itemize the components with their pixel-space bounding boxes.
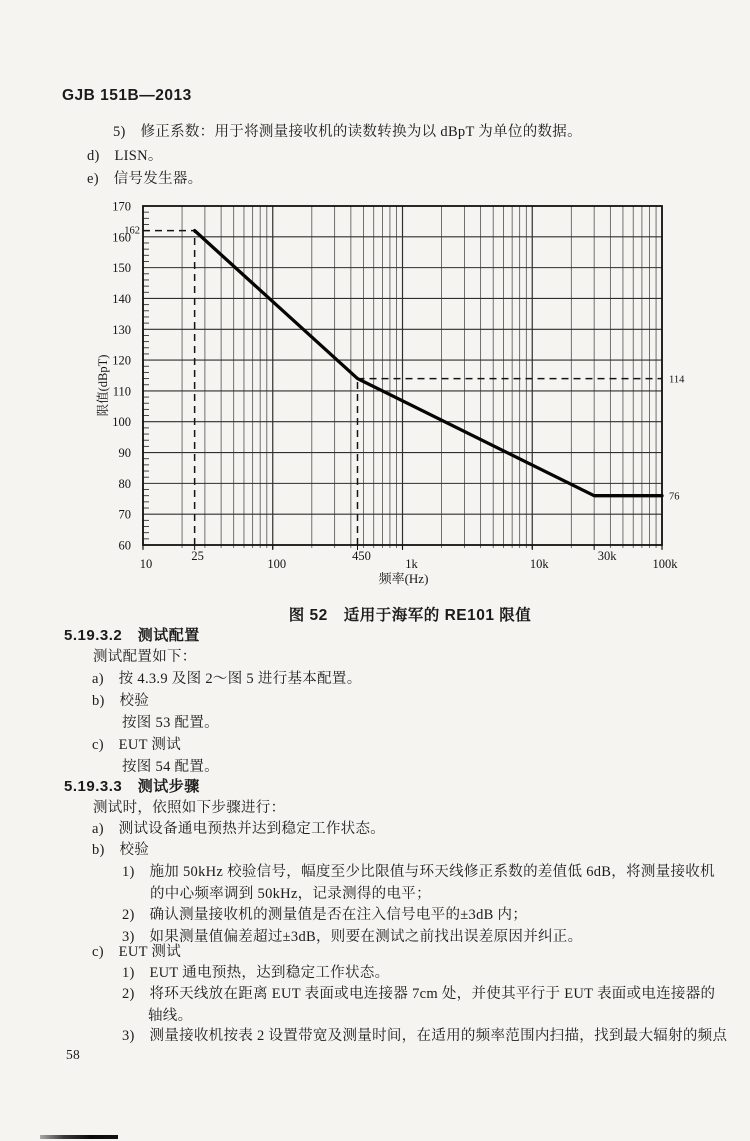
re101-limit-chart xyxy=(95,193,707,605)
chart-grid xyxy=(143,206,662,549)
svg-text:140: 140 xyxy=(112,291,131,306)
svg-text:100: 100 xyxy=(267,557,287,571)
test-config-item-c-note: 按图 54 配置。 xyxy=(122,759,219,775)
svg-text:25: 25 xyxy=(191,549,204,563)
svg-text:30k: 30k xyxy=(597,549,617,563)
svg-text:90: 90 xyxy=(118,446,131,461)
test-steps-item-b: b) 校验 xyxy=(92,842,150,858)
svg-text:频率(Hz): 频率(Hz) xyxy=(378,571,429,586)
test-steps-c-sub2-line1: 2) 将环天线放在距离 EUT 表面或电连接器 7cm 处，并使其平行于 EUT 表面或电连接器的 xyxy=(122,986,716,1002)
svg-text:150: 150 xyxy=(112,261,131,276)
section-heading-test-steps: 5.19.3.3 测试步骤 xyxy=(64,778,200,795)
svg-text:10: 10 xyxy=(139,557,153,571)
test-config-item-b: b) 校验 xyxy=(92,693,150,709)
chart-canvas xyxy=(95,193,707,605)
chart-y-tick-labels xyxy=(112,200,131,553)
test-steps-b-sub2: 2) 确认测量接收机的测量值是否在注入信号电平的±3dB 内； xyxy=(122,907,528,923)
test-steps-b-sub3: 3) 如果测量值偏差超过±3dB，则要在测试之前找出误差原因并纠正。 xyxy=(122,929,583,945)
page-header: GJB 151B—2013 xyxy=(62,87,192,104)
svg-text:114: 114 xyxy=(669,374,685,386)
svg-text:76: 76 xyxy=(669,491,680,503)
test-config-item-b-note: 按图 53 配置。 xyxy=(122,715,219,731)
svg-text:130: 130 xyxy=(112,322,131,337)
test-steps-c-sub1: 1) EUT 通电预热，达到稳定工作状态。 xyxy=(122,965,390,981)
svg-text:100k: 100k xyxy=(652,557,678,571)
test-config-item-a: a) 按 4.3.9 及图 2～图 5 进行基本配置。 xyxy=(92,671,362,687)
svg-text:170: 170 xyxy=(112,199,131,214)
figure-caption: 图 52 适用于海军的 RE101 限值 xyxy=(288,607,532,624)
test-config-lead: 测试配置如下： xyxy=(93,649,197,665)
page-number: 58 xyxy=(66,1047,81,1062)
svg-text:450: 450 xyxy=(352,549,371,563)
svg-text:120: 120 xyxy=(112,353,131,368)
svg-text:160: 160 xyxy=(112,230,131,245)
test-config-item-c: c) EUT 测试 xyxy=(92,737,182,753)
test-steps-c-sub3: 3) 测量接收机按表 2 设置带宽及测量时间，在适用的频率范围内扫描，找到最大辐射的频点 xyxy=(122,1028,728,1044)
svg-text:限值(dBpT): 限值(dBpT) xyxy=(96,354,110,417)
test-steps-b-sub1-line1: 1) 施加 50kHz 校验信号，幅度至少比限值与环天线修正系数的差值低 6dB，将测量接收机 xyxy=(122,864,715,880)
svg-text:80: 80 xyxy=(118,476,131,491)
list-item-5: 5) 修正系数：用于将测量接收机的读数转换为以 dBpT 为单位的数据。 xyxy=(113,124,582,140)
chart-x-tick-labels xyxy=(140,545,679,571)
test-steps-lead: 测试时，依照如下步骤进行： xyxy=(93,800,286,816)
svg-text:10k: 10k xyxy=(529,557,549,571)
svg-text:70: 70 xyxy=(118,507,131,522)
chart-limit-line xyxy=(195,231,662,496)
test-steps-b-sub1-line2: 的中心频率调到 50kHz，记录测得的电平； xyxy=(150,886,431,902)
test-steps-item-a: a) 测试设备通电预热并达到稳定工作状态。 xyxy=(92,821,386,837)
test-steps-item-c: c) EUT 测试 xyxy=(92,944,182,960)
scan-edge-artifact xyxy=(40,1135,118,1139)
svg-text:100: 100 xyxy=(112,415,131,430)
list-item-e: e) 信号发生器。 xyxy=(87,171,203,187)
test-steps-c-sub2-line2: 轴线。 xyxy=(148,1008,193,1024)
list-item-d: d) LISN。 xyxy=(87,148,163,164)
svg-text:162: 162 xyxy=(124,225,140,237)
svg-text:110: 110 xyxy=(112,384,131,399)
svg-text:1k: 1k xyxy=(405,557,418,571)
svg-text:60: 60 xyxy=(118,538,131,553)
section-heading-test-config: 5.19.3.2 测试配置 xyxy=(64,627,200,644)
